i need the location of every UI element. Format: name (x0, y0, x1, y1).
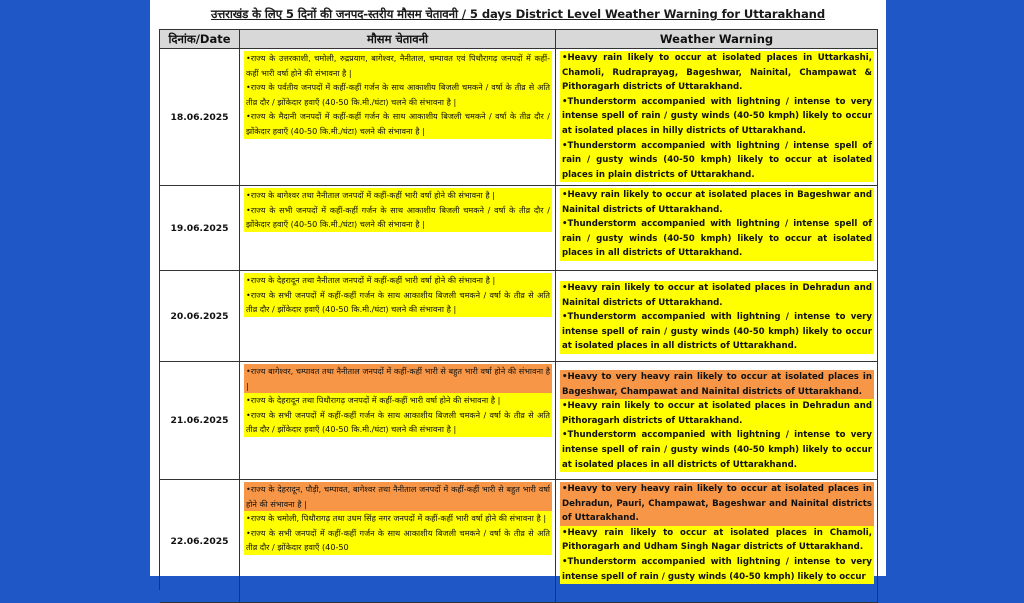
warning-item: •राज्य के सभी जनपदों में कहीं-कहीं गर्जन के साथ आकाशीय बिजली चमकने / वर्षा के तीव्र दौर / झोंकेदार हवाएँ (40-50 कि.मी./घंटा) चलने की संभावना है | (244, 203, 552, 232)
warning-item: •राज्य के सभी जनपदों में कहीं-कहीं गर्जन के साथ आकाशीय बिजली चमकने / वर्षा के तीव्र से अति तीव्र दौर / झोंकेदार हवाएँ (40-50 (244, 526, 552, 555)
row-english-cell (556, 49, 878, 186)
warning-item: •Thunderstorm accompanied with lightning / intense to very intense spell of rain / gusty winds (40-50 kmph) likely to occur at isolated places in all districts of Uttarakhand. (560, 428, 874, 472)
row-english-cell (556, 480, 878, 603)
row-date: 22.06.2025 (160, 480, 240, 603)
row-english-cell (556, 362, 878, 480)
warning-item-orange: •राज्य के देहरादून, पौड़ी, चम्पावत, बागेश्वर तथा नैनीताल जनपदों में कहीं-कहीं भारी से बहुत भारी वर्षा होने की संभावना है | (244, 482, 552, 511)
warning-item: •Heavy rain likely to occur at isolated places in Chamoli, Pithoragarh and Udham Singh Nagar districts of Uttarakhand. (560, 526, 874, 555)
warning-item: •Thunderstorm accompanied with lightning / intense to very intense spell of rain / gusty winds (40-50 kmph) likely to occur at isolated places in all districts of Uttarakhand. (560, 310, 874, 354)
warning-item: •राज्य के सभी जनपदों में कहीं-कहीं गर्जन के साथ आकाशीय बिजली चमकने / वर्षा के तीव्र से अति तीव्र दौर / झोंकेदार हवाएँ (40-50 कि.मी./घंटा) चलने की संभावना है | (244, 408, 552, 437)
warning-item: •Thunderstorm accompanied with lightning / intense to very intense spell of rain / gusty winds (40-50 kmph) likely to occur (560, 555, 874, 584)
row-date: 19.06.2025 (160, 186, 240, 271)
warning-item: •Heavy rain likely to occur at isolated places in Dehradun and Nainital districts of Uttarakhand. (560, 281, 874, 310)
warning-item-orange: •राज्य बागेश्वर, चम्पावत तथा नैनीताल जनपदों में कहीं-कहीं भारी से बहुत भारी वर्षा होने की संभावना है | (244, 364, 552, 393)
document-title: उत्तराखंड के लिए 5 दिनों की जनपद-स्तरीय मौसम चेतावनी / 5 days District Level Weather Warning for Uttarakhand (210, 7, 826, 21)
warning-item: •Heavy rain likely to occur at isolated places in Uttarkashi, Chamoli, Rudraprayag, Bageshwar, Nainital, Champawat & Pithoragarh districts of Uttarakhand. (560, 51, 874, 95)
warning-item-orange: •Heavy to very heavy rain likely to occur at isolated places in Bageshwar, Champawat and Nainital districts of Uttarakhand. (560, 370, 874, 399)
warning-item: •Thunderstorm accompanied with lightning / intense to very intense spell of rain / gusty winds (40-50 kmph) likely to occur at isolated places in hilly districts of Uttarakhand. (560, 95, 874, 139)
warning-item: •Heavy rain likely to occur at isolated places in Bageshwar and Nainital districts of Uttarakhand. (560, 188, 874, 217)
row-date: 18.06.2025 (160, 49, 240, 186)
row-english-cell (556, 186, 878, 271)
row-date: 21.06.2025 (160, 362, 240, 480)
row-hindi-cell (240, 186, 556, 271)
warning-item: •Thunderstorm accompanied with lightning / intense spell of rain / gusty winds (40-50 kmph) likely to occur at isolated places in plain districts of Uttarakhand. (560, 139, 874, 183)
warning-item-orange: •Heavy to very heavy rain likely to occur at isolated places in Dehradun, Pauri, Champawat, Bageshwar and Nainital districts of Uttarakhand. (560, 482, 874, 526)
warning-item: •Thunderstorm accompanied with lightning / intense spell of rain / gusty winds (40-50 kmph) likely to occur at isolated places in all districts of Uttarakhand. (560, 217, 874, 261)
warning-item: •राज्य के उत्तरकाशी, चमोली, रुद्रप्रयाग, बागेश्वर, नैनीताल, चम्पावत एवं पिथौरागढ़ जनपदों में कहीं-कहीं भारी वर्षा होने की संभावना है | (244, 51, 552, 80)
warning-item: •राज्य के देहरादून तथा नैनीताल जनपदों में कहीं-कहीं भारी वर्षा होने की संभावना है | (244, 273, 552, 288)
warning-item: •राज्य के चमोली, पिथौरागढ़ तथा उधम सिंह नगर जनपदों में कहीं-कहीं भारी वर्षा होने की संभावना है | (244, 511, 552, 526)
warning-item: •राज्य के मैदानी जनपदों में कहीं-कहीं गर्जन के साथ आकाशीय बिजली चमकने / वर्षा के तीव्र दौर / झोंकेदार हवाएँ (40-50 कि.मी./घंटा) चलने की संभावना है | (244, 109, 552, 138)
warning-item: •राज्य के सभी जनपदों में कहीं-कहीं गर्जन के साथ आकाशीय बिजली चमकने / वर्षा के तीव्र से अति तीव्र दौर / झोंकेदार हवाएँ (40-50 कि.मी./घंटा) चलने की संभावना है | (244, 288, 552, 317)
row-hindi-cell (240, 49, 556, 186)
document-page (150, 0, 886, 582)
header-english-warning: Weather Warning (556, 30, 878, 49)
row-date: 20.06.2025 (160, 271, 240, 362)
header-date: दिनांक/Date (160, 30, 240, 49)
row-hindi-cell (240, 271, 556, 362)
warning-item: •राज्य के देहरादून तथा पिथौरागढ़ जनपदों में कहीं-कहीं भारी वर्षा होने की संभावना है | (244, 393, 552, 408)
warning-item: •Heavy rain likely to occur at isolated places in Dehradun and Pithoragarh districts of Uttarakhand. (560, 399, 874, 428)
row-hindi-cell (240, 362, 556, 480)
header-hindi-warning: मौसम चेतावनी (240, 30, 556, 49)
warning-item: •राज्य के बागेश्वर तथा नैनीताल जनपदों में कहीं-कहीं भारी वर्षा होने की संभावना है | (244, 188, 552, 203)
row-english-cell (556, 271, 878, 362)
warning-item: •राज्य के पर्वतीय जनपदों में कहीं-कहीं गर्जन के साथ आकाशीय बिजली चमकने / वर्षा के तीव्र से अति तीव्र दौर / झोंकेदार हवाएँ (40-50 कि.मी./घंटा) चलने की संभावना है | (244, 80, 552, 109)
row-hindi-cell (240, 480, 556, 603)
warning-table (159, 29, 878, 590)
